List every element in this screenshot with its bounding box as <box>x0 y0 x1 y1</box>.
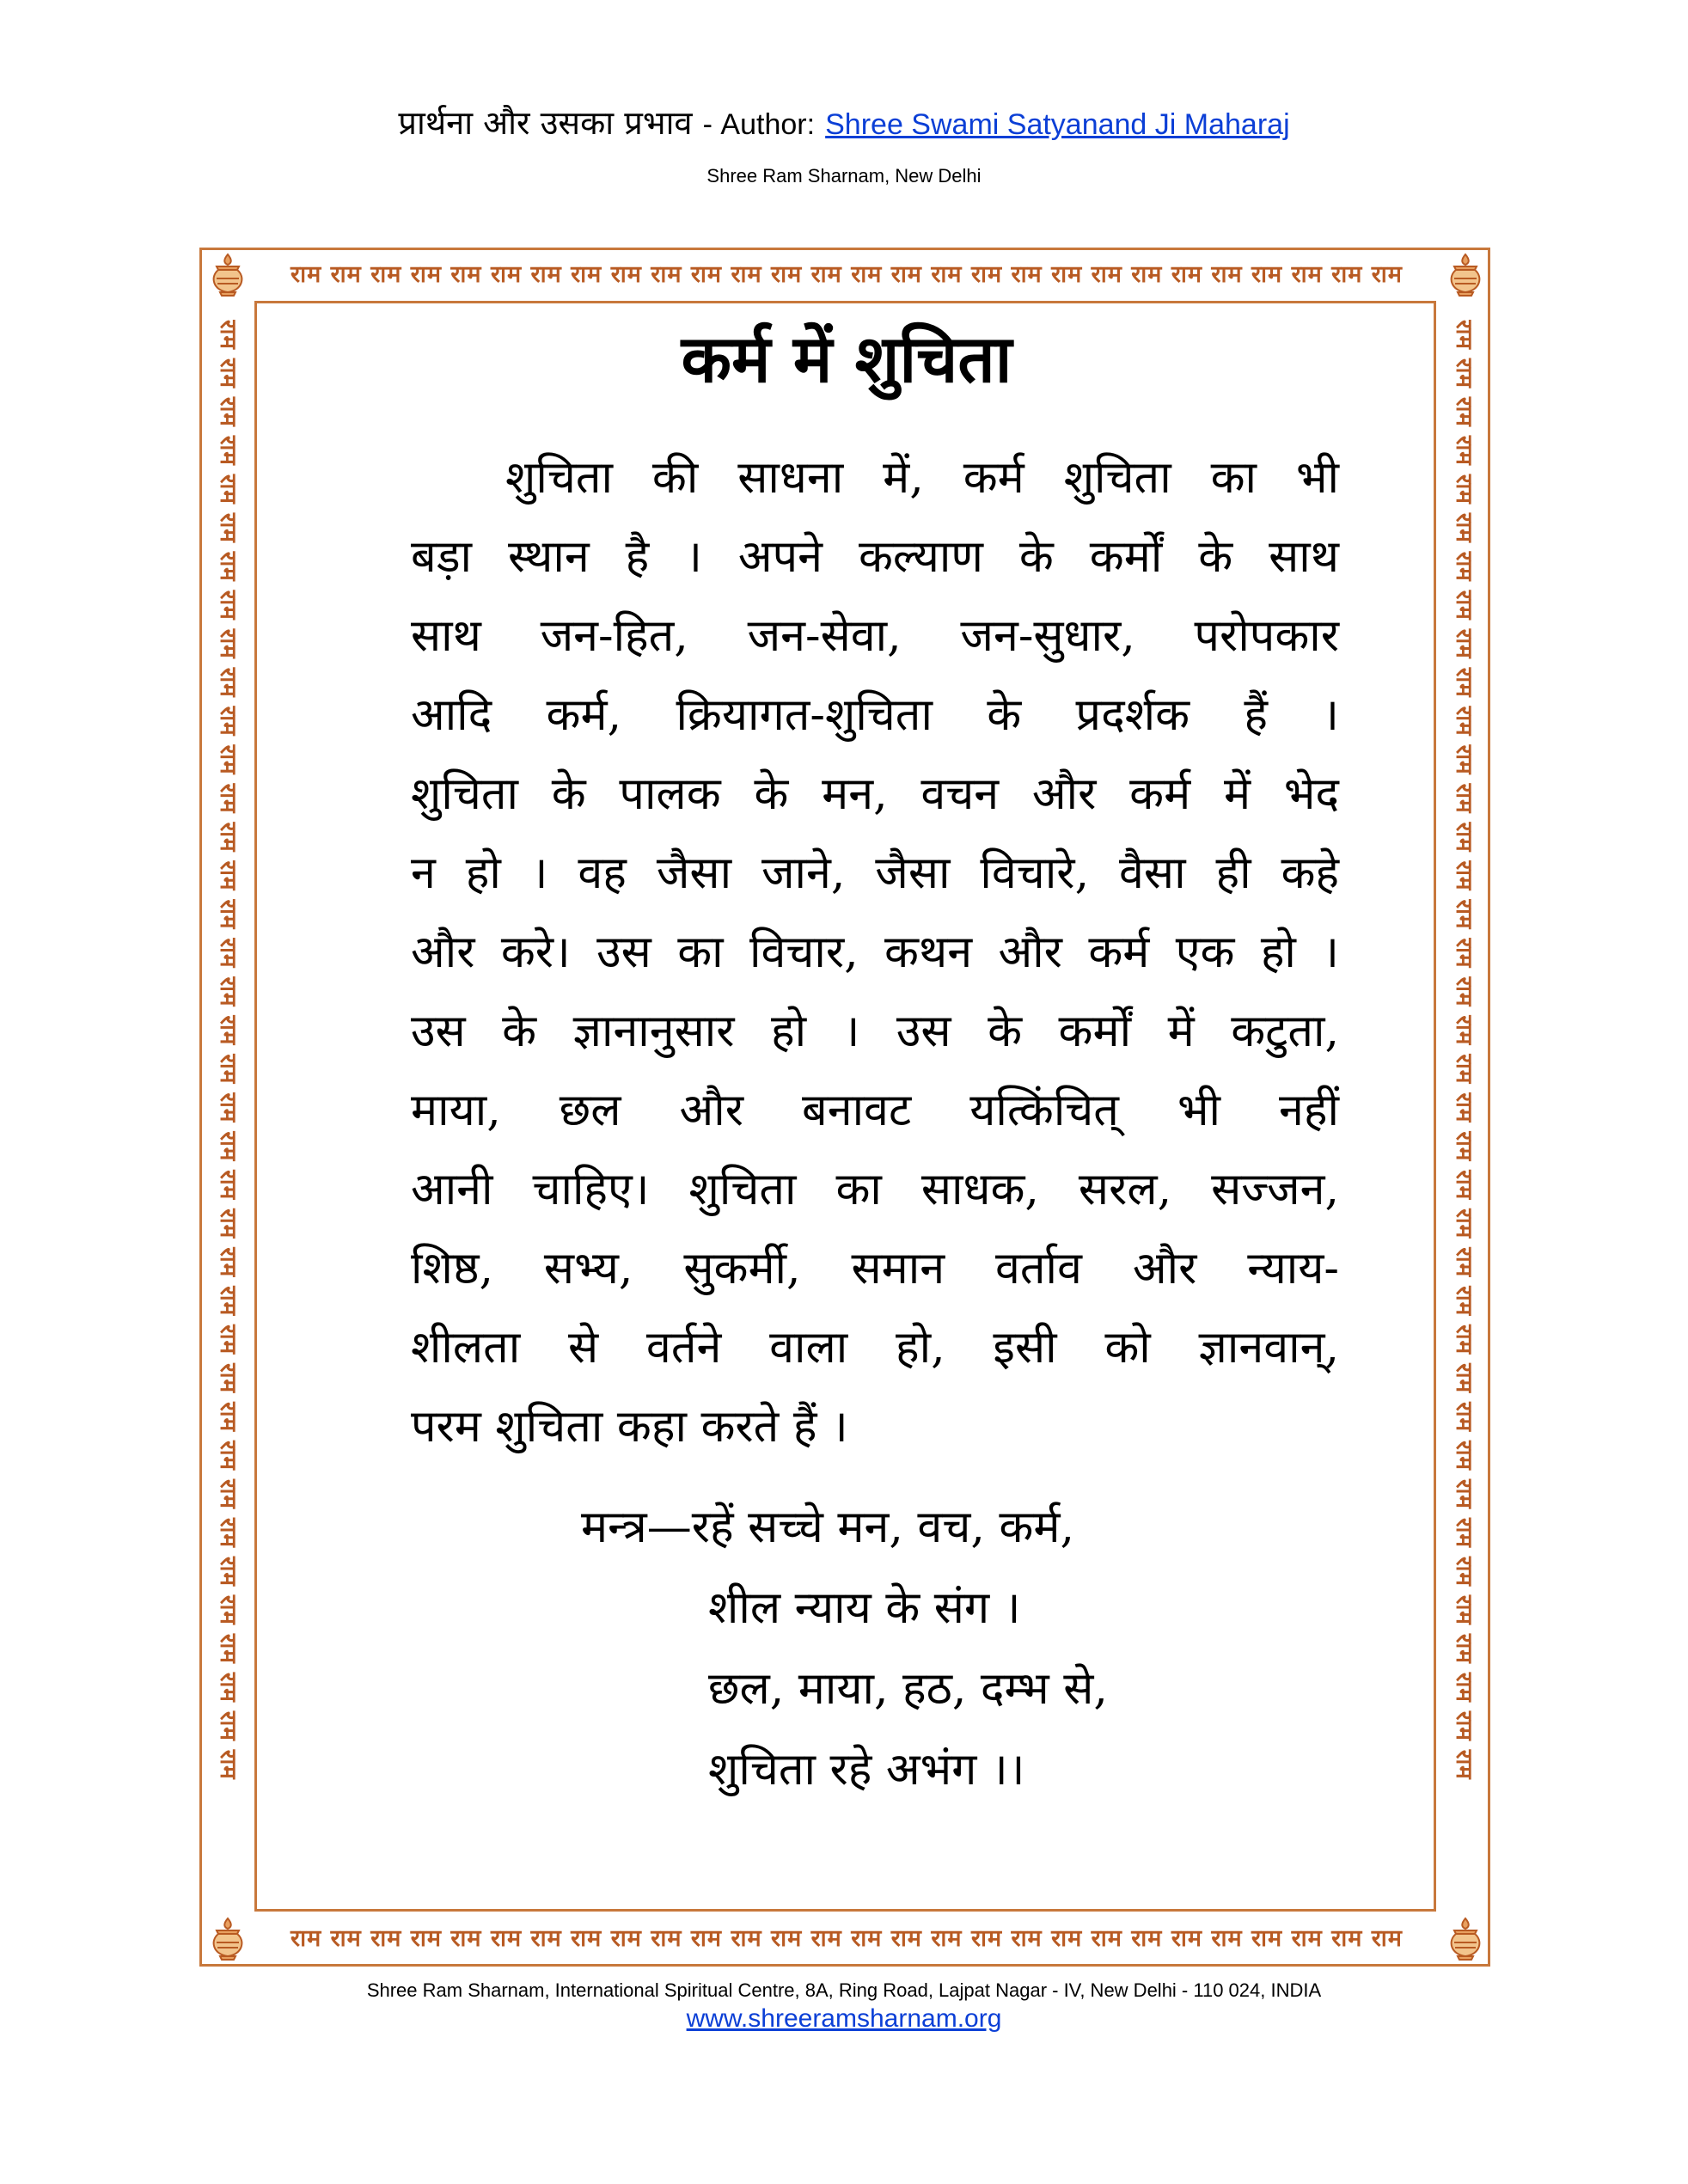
border-ram-right: राम राम राम राम राम राम राम राम राम राम राम राम राम राम राम राम राम राम राम राम राम राम राम राम राम राम राम राम राम राम राम राम राम राम राम राम राम राम <box>1451 320 1477 1780</box>
border-ram-left: राम राम राम राम राम राम राम राम राम राम राम राम राम राम राम राम राम राम राम राम राम राम राम राम राम राम राम राम राम राम राम राम राम राम राम राम राम राम <box>215 320 241 1780</box>
kalash-icon <box>1442 251 1489 297</box>
page-footer <box>0 1977 1688 2034</box>
paragraph-line: बड़ा स्थान है । अपने कल्याण के कर्मों के साथ <box>411 531 1339 583</box>
paragraph-line: और करे। उस का विचार, कथन और कर्म एक हो । <box>411 927 1339 978</box>
border-ram-top: राम राम राम राम राम राम राम राम राम राम राम राम राम राम राम राम राम राम राम राम राम राम राम राम राम राम राम राम <box>291 261 1403 288</box>
border-ram-bottom: राम राम राम राम राम राम राम राम राम राम राम राम राम राम राम राम राम राम राम राम राम राम राम राम राम राम राम राम <box>291 1925 1403 1952</box>
content-title: कर्म में शुचिता <box>681 321 1012 397</box>
book-title: प्रार्थना और उसका प्रभाव <box>398 104 693 142</box>
page-subtitle: Shree Ram Sharnam, New Delhi <box>706 165 982 187</box>
paragraph-line: माया, छल और बनावट यत्किंचित् भी नहीं <box>411 1085 1339 1136</box>
paragraph-line: शिष्ठ, सभ्य, सुकर्मी, समान वर्ताव और न्याय- <box>411 1243 1339 1294</box>
paragraph-line: आदि कर्म, क्रियागत-शुचिता के प्रदर्शक हैं । <box>411 689 1339 741</box>
title-line <box>0 101 1688 146</box>
mantra-line: छल, माया, हठ, दम्भ से, <box>708 1663 1108 1715</box>
author-link[interactable]: Shree Swami Satyanand Ji Maharaj <box>825 108 1290 141</box>
kalash-icon <box>205 251 251 297</box>
paragraph <box>411 438 1339 1466</box>
paragraph-line: परम शुचिता कहा करते हैं । <box>411 1401 848 1453</box>
footer-address: Shree Ram Sharnam, International Spiritual Centre, 8A, Ring Road, Lajpat Nagar - IV, New Delhi - 110 024, INDIA <box>366 1979 1322 2001</box>
kalash-icon <box>205 1915 251 1961</box>
paragraph-line: न हो । वह जैसा जाने, जैसा विचारे, वैसा ही कहे <box>411 847 1339 899</box>
paragraph-line: शीलता से वर्तने वाला हो, इसी को ज्ञानवान्, <box>411 1322 1339 1373</box>
mantra-line: शील न्याय के संग । <box>708 1582 1021 1634</box>
paragraph-line: शुचिता की साधना में, कर्म शुचिता का भी <box>505 452 1339 504</box>
paragraph-line: शुचिता के पालक के मन, वचन और कर्म में भेद <box>411 768 1339 820</box>
website-link[interactable]: www.shreeramsharnam.org <box>686 2004 1002 2033</box>
mantra-line: मन्त्र—रहें सच्चे मन, वच, कर्म, <box>581 1502 1074 1553</box>
kalash-icon <box>1442 1915 1489 1961</box>
mantra-line: शुचिता रहे अभंग ।। <box>708 1744 1025 1796</box>
author-label: - Author: <box>702 108 816 141</box>
paragraph-line: आनी चाहिए। शुचिता का साधक, सरल, सज्जन, <box>411 1164 1339 1215</box>
page-header <box>0 101 1688 187</box>
paragraph-line: साथ जन-हित, जन-सेवा, जन-सुधार, परोपकार <box>411 610 1339 662</box>
paragraph-line: उस के ज्ञानानुसार हो । उस के कर्मों में कटुता, <box>411 1006 1339 1057</box>
mantra-verse <box>581 1487 1183 1810</box>
